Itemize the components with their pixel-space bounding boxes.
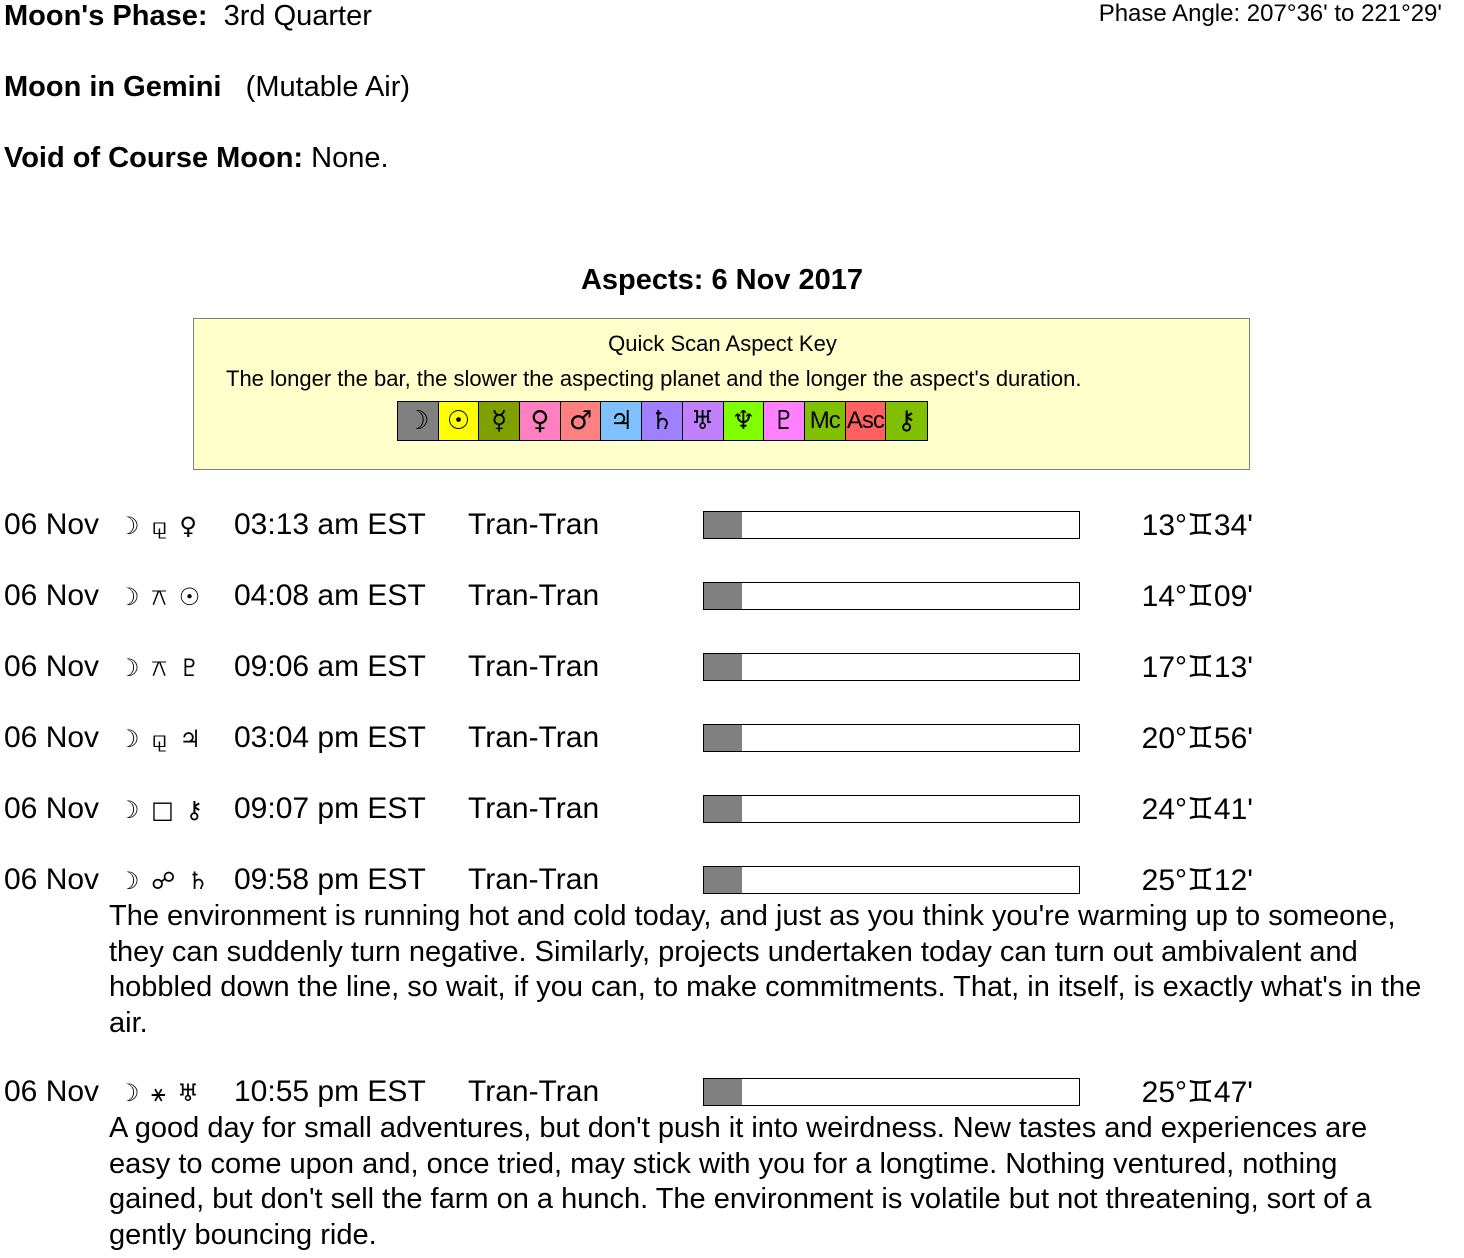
aspects-title: Aspects: 6 Nov 2017 <box>580 264 864 296</box>
aspect-time: 03:13 am EST <box>234 508 426 541</box>
aspect-time: 04:08 am EST <box>234 579 426 612</box>
aspect-glyphs: ☽ ☍ ♄ <box>118 867 211 895</box>
moon-phase-label: Moon's Phase: <box>4 0 208 32</box>
jupiter-key-icon: ♃ <box>601 402 642 440</box>
aspect-position: 20°♊56' <box>1141 722 1253 755</box>
aspect-date: 06 Nov <box>4 721 100 754</box>
aspect-position: 17°♊13' <box>1141 651 1253 684</box>
aspect-row <box>0 863 1464 903</box>
moon-sign-line <box>4 71 410 104</box>
mars-key-icon: ♂ <box>561 402 602 440</box>
duration-bar <box>703 582 1080 610</box>
aspect-row <box>0 579 1464 619</box>
moon-key-icon: ☽ <box>398 402 439 440</box>
aspect-date: 06 Nov <box>4 650 100 683</box>
aspect-date: 06 Nov <box>4 792 100 825</box>
moon-sign-label: Moon in Gemini <box>4 71 222 103</box>
aspect-position: 25°♊12' <box>1141 864 1253 897</box>
void-of-course-line <box>4 142 389 175</box>
aspect-position: 25°♊47' <box>1141 1076 1253 1109</box>
void-of-course-label: Void of Course Moon: <box>4 142 304 174</box>
aspect-key-description: The longer the bar, the slower the aspecting planet and the longer the aspect's duration. <box>226 366 1082 391</box>
pluto-key-icon: ♇ <box>764 402 805 440</box>
aspect-time: 03:04 pm EST <box>234 721 426 754</box>
uranus-key-icon: ♅ <box>683 402 724 440</box>
aspect-row <box>0 1075 1464 1115</box>
aspect-row <box>0 650 1464 690</box>
aspect-type: Tran-Tran <box>468 650 600 683</box>
aspect-time: 09:07 pm EST <box>234 792 426 825</box>
aspect-description: The environment is running hot and cold today, and just as you think you're warming up to someone, they can suddenly turn negative. Similarly, projects undertaken today can turn out ambivalent and hobbled down the line, so wait, if you can, to make commitments. That, in itself, is exactly what's in the air. <box>109 900 1422 1039</box>
aspect-position: 24°♊41' <box>1141 793 1253 826</box>
moon-phase-line <box>4 0 372 33</box>
aspect-time: 09:58 pm EST <box>234 863 426 896</box>
aspect-date: 06 Nov <box>4 863 100 896</box>
duration-bar <box>703 866 1080 894</box>
midheaven-key-icon: Mc <box>805 402 846 440</box>
chiron-key-icon: ⚷ <box>886 402 927 440</box>
aspect-position: 14°♊09' <box>1141 580 1253 613</box>
duration-bar-fill <box>704 796 742 822</box>
aspect-glyphs: ☽ ⚻ ☉ <box>118 583 203 611</box>
duration-bar-fill <box>704 725 742 751</box>
aspect-glyphs: ☽ ⚼ ♀ <box>118 512 199 540</box>
aspect-glyphs: ☽ ⚼ ♃ <box>118 725 203 753</box>
aspect-key-box <box>193 318 1250 470</box>
aspect-type: Tran-Tran <box>468 1075 600 1108</box>
aspect-time: 09:06 am EST <box>234 650 426 683</box>
duration-bar-fill <box>704 583 742 609</box>
venus-key-icon: ♀ <box>520 402 561 440</box>
phase-angle: Phase Angle: 207°36' to 221°29' <box>1098 0 1442 27</box>
mercury-key-icon: ☿ <box>479 402 520 440</box>
aspect-date: 06 Nov <box>4 1075 100 1108</box>
void-of-course-value: None. <box>311 142 389 174</box>
planet-color-key <box>397 401 928 441</box>
moon-phase-value: 3rd Quarter <box>223 0 372 32</box>
aspect-type: Tran-Tran <box>468 508 600 541</box>
duration-bar <box>703 653 1080 681</box>
aspect-description: A good day for small adventures, but don't push it into weirdness. New tastes and experiences are easy to come upon and, once tried, may stick with you for a longtime. Nothing ventured, nothing gained, but don't sell the farm on a hunch. The environment is volatile but not threatening, sort of a gently bouncing ride. <box>109 1112 1372 1251</box>
sun-key-icon: ☉ <box>439 402 480 440</box>
aspect-row <box>0 792 1464 832</box>
aspect-position: 13°♊34' <box>1141 509 1253 542</box>
duration-bar-fill <box>704 1079 742 1105</box>
aspect-type: Tran-Tran <box>468 579 600 612</box>
duration-bar-fill <box>704 654 742 680</box>
aspect-type: Tran-Tran <box>468 863 600 896</box>
aspect-row <box>0 721 1464 761</box>
aspect-key-title: Quick Scan Aspect Key <box>608 331 837 356</box>
saturn-key-icon: ♄ <box>642 402 683 440</box>
aspect-date: 06 Nov <box>4 508 100 541</box>
duration-bar <box>703 511 1080 539</box>
ascendant-key-icon: Asc <box>846 402 887 440</box>
duration-bar <box>703 724 1080 752</box>
moon-sign-element: (Mutable Air) <box>245 71 411 103</box>
aspect-glyphs: ☽ ⚻ ♇ <box>118 654 203 682</box>
duration-bar <box>703 795 1080 823</box>
aspect-glyphs: ☽ ⚹ ♅ <box>118 1079 201 1107</box>
aspect-glyphs: ☽ □ ⚷ <box>118 796 206 824</box>
aspect-date: 06 Nov <box>4 579 100 612</box>
duration-bar-fill <box>704 867 742 893</box>
aspect-type: Tran-Tran <box>468 721 600 754</box>
aspect-time: 10:55 pm EST <box>234 1075 426 1108</box>
duration-bar-fill <box>704 512 742 538</box>
aspect-type: Tran-Tran <box>468 792 600 825</box>
neptune-key-icon: ♆ <box>724 402 765 440</box>
duration-bar <box>703 1078 1080 1106</box>
aspect-row <box>0 508 1464 548</box>
